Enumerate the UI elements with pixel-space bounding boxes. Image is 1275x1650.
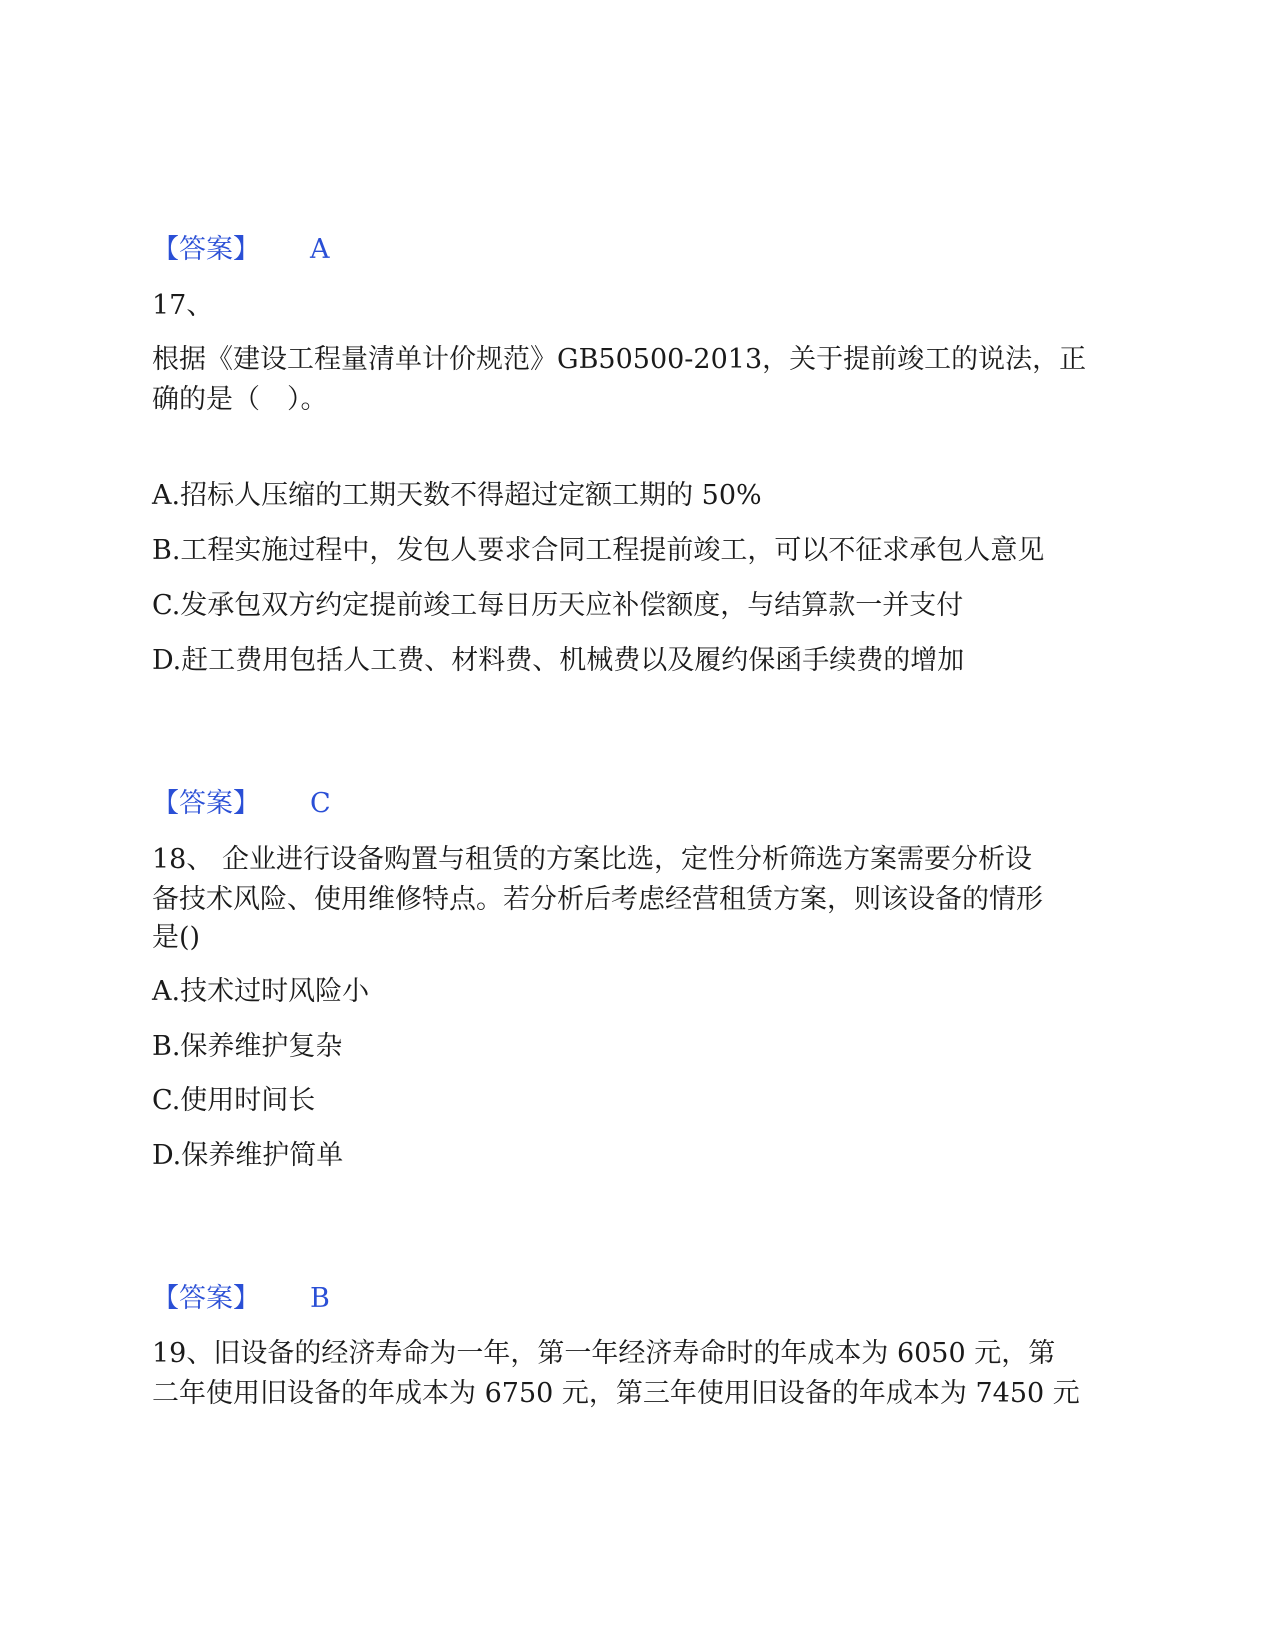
answer-line-17 — [152, 786, 331, 822]
question-17-number: 17、 — [152, 290, 214, 321]
answer-label: 【答案】 — [152, 1283, 260, 1314]
answer-value: C — [310, 788, 331, 819]
answer-line-18 — [152, 1281, 330, 1317]
question-19-stem-line-1: 19、旧设备的经济寿命为一年，第一年经济寿命时的年成本为 6050 元，第 — [152, 1338, 1056, 1369]
question-17-option-d: D.赶工费用包括人工费、材料费、机械费以及履约保函手续费的增加 — [152, 645, 965, 676]
question-18-stem-line-2: 备技术风险、使用维修特点。若分析后考虑经营租赁方案，则该设备的情形 — [152, 884, 1043, 915]
question-18-option-a: A.技术过时风险小 — [152, 976, 370, 1007]
question-17-stem-line-1: 根据《建设工程量清单计价规范》GB50500-2013，关于提前竣工的说法，正 — [152, 344, 1087, 375]
answer-value: A — [310, 234, 330, 265]
question-17-option-a: A.招标人压缩的工期天数不得超过定额工期的 50% — [152, 480, 762, 511]
question-18-option-b: B.保养维护复杂 — [152, 1031, 343, 1062]
question-17-option-b: B.工程实施过程中，发包人要求合同工程提前竣工，可以不征求承包人意见 — [152, 535, 1045, 566]
question-17-stem-line-2: 确的是（ ）。 — [152, 384, 328, 415]
question-18-option-c: C.使用时间长 — [152, 1085, 316, 1116]
answer-label: 【答案】 — [152, 234, 260, 265]
question-19-stem-line-2: 二年使用旧设备的年成本为 6750 元，第三年使用旧设备的年成本为 7450 元 — [152, 1378, 1080, 1409]
answer-line-16 — [152, 232, 330, 268]
question-17-option-c: C.发承包双方约定提前竣工每日历天应补偿额度，与结算款一并支付 — [152, 590, 964, 621]
answer-label: 【答案】 — [152, 788, 260, 819]
answer-value: B — [310, 1283, 330, 1314]
question-18-stem-line-3: 是() — [152, 922, 201, 953]
question-18-option-d: D.保养维护简单 — [152, 1140, 344, 1171]
question-18-stem-line-1: 18、 企业进行设备购置与租赁的方案比选，定性分析筛选方案需要分析设 — [152, 844, 1032, 875]
